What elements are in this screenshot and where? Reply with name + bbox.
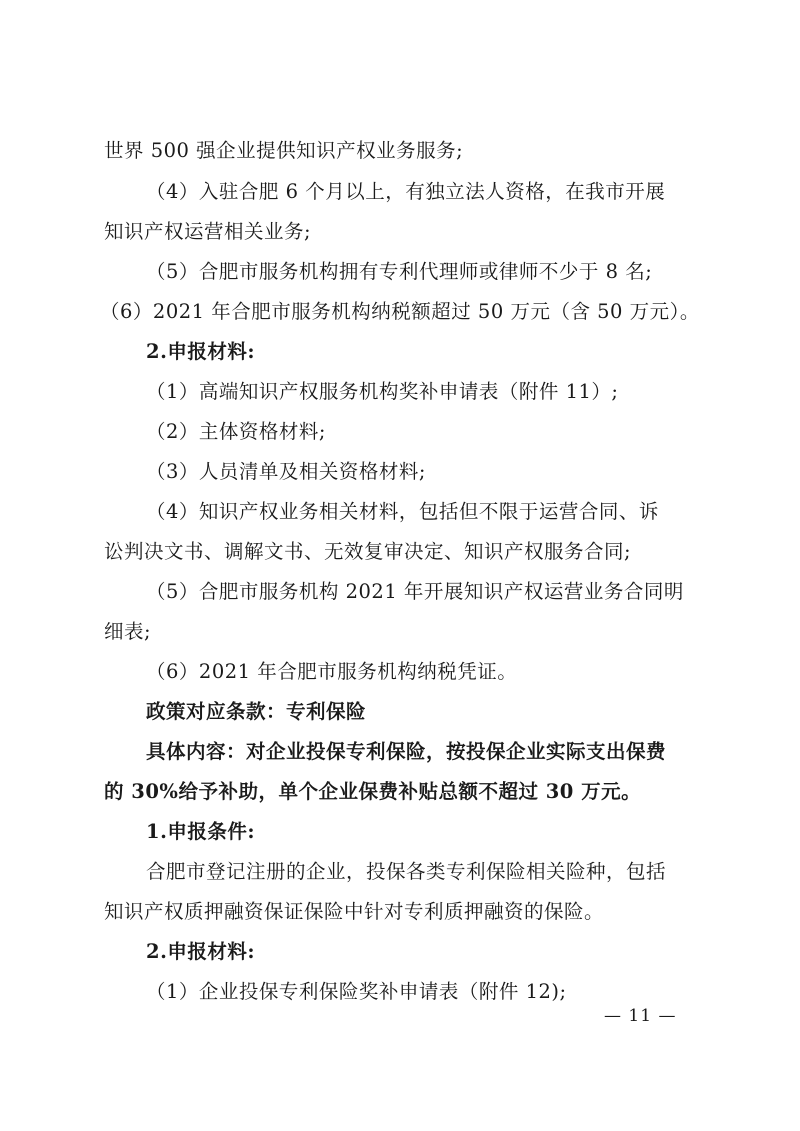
body-text-line: 讼判决文书、调解文书、无效复审决定、知识产权服务合同; xyxy=(104,540,632,563)
list-item-material-4: （4）知识产权业务相关材料，包括但不限于运营合同、诉 xyxy=(146,500,659,523)
section-heading-conditions: 1.申报条件: xyxy=(146,820,256,843)
list-item-material-2: （2）主体资格材料; xyxy=(146,420,326,443)
list-item-requirement-5: （5）合肥市服务机构拥有专利代理师或律师不少于 8 名; xyxy=(146,260,653,283)
list-item-material-1: （1）高端知识产权服务机构奖补申请表（附件 11）; xyxy=(146,380,619,403)
section-heading-materials: 2.申报材料: xyxy=(146,340,256,363)
policy-content-bold: 具体内容：对企业投保专利保险，按投保企业实际支出保费 xyxy=(146,740,667,763)
body-text-line: 知识产权运营相关业务; xyxy=(104,220,312,243)
list-item-requirement-6: （6）2021 年合肥市服务机构纳税额超过 50 万元（含 50 万元）。 xyxy=(100,300,700,323)
body-text-line: 知识产权质押融资保证保险中针对专利质押融资的保险。 xyxy=(104,900,605,923)
policy-clause-heading: 政策对应条款：专利保险 xyxy=(146,700,367,723)
list-item-requirement-4: （4）入驻合肥 6 个月以上，有独立法人资格，在我市开展 xyxy=(146,180,666,203)
body-text-line: 合肥市登记注册的企业，投保各类专利保险相关险种，包括 xyxy=(146,860,667,883)
list-item-material-5: （5）合肥市服务机构 2021 年开展知识产权运营业务合同明 xyxy=(146,580,684,603)
body-text-line: 世界 500 强企业提供知识产权业务服务; xyxy=(104,139,464,162)
policy-content-bold: 的 30%给予补助，单个企业保费补贴总额不超过 30 万元。 xyxy=(104,780,642,803)
list-item-material-3: （3）人员清单及相关资格材料; xyxy=(146,460,426,483)
list-item-material-6: （6）2021 年合肥市服务机构纳税凭证。 xyxy=(146,660,518,683)
page-number: — 11 — xyxy=(604,1006,677,1026)
body-text-line: 细表; xyxy=(104,620,152,643)
section-heading-materials: 2.申报材料: xyxy=(146,940,256,963)
list-item-material-1: （1）企业投保专利保险奖补申请表（附件 12); xyxy=(146,980,567,1003)
